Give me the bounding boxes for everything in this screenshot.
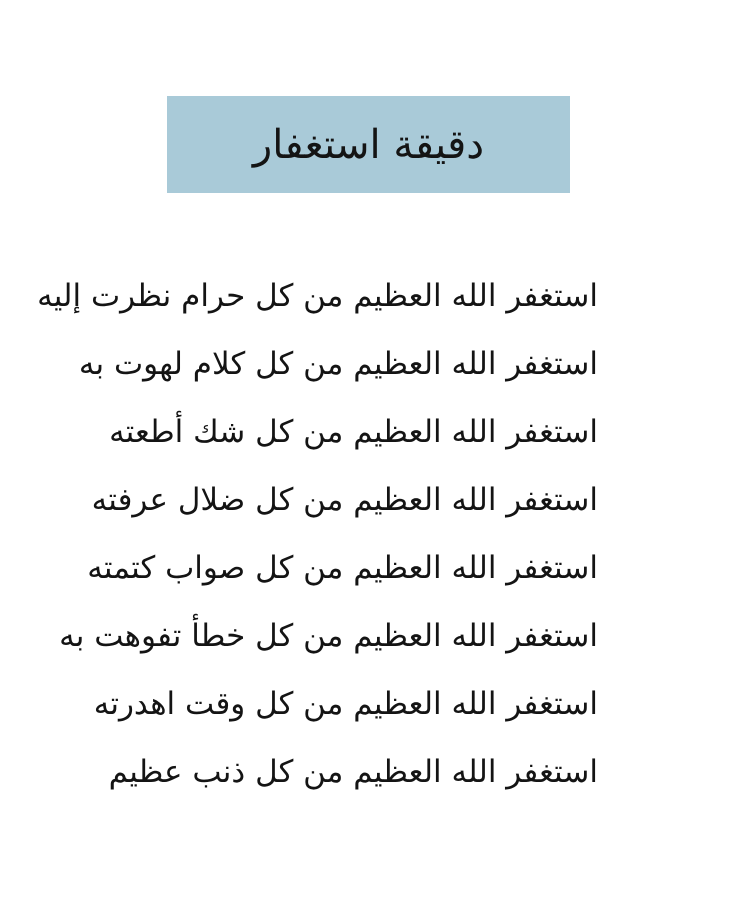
- istighfar-line: استغفر الله العظيم من كل وقت اهدرته: [93, 686, 598, 722]
- istighfar-line: استغفر الله العظيم من كل كلام لهوت به: [78, 346, 598, 382]
- title-banner: [167, 96, 570, 193]
- istighfar-line: استغفر الله العظيم من كل خطأ تفوهت به: [59, 618, 598, 654]
- istighfar-list: [37, 262, 598, 806]
- page-title: دقيقة استغفار: [252, 121, 485, 168]
- istighfar-line: استغفر الله العظيم من كل ذنب عظيم: [108, 754, 598, 790]
- istighfar-line: استغفر الله العظيم من كل شك أطعته: [109, 414, 598, 450]
- istighfar-line: استغفر الله العظيم من كل ضلال عرفته: [91, 482, 598, 518]
- istighfar-line: استغفر الله العظيم من كل صواب كتمته: [87, 550, 598, 586]
- istighfar-line: استغفر الله العظيم من كل حرام نظرت إليه: [37, 278, 598, 314]
